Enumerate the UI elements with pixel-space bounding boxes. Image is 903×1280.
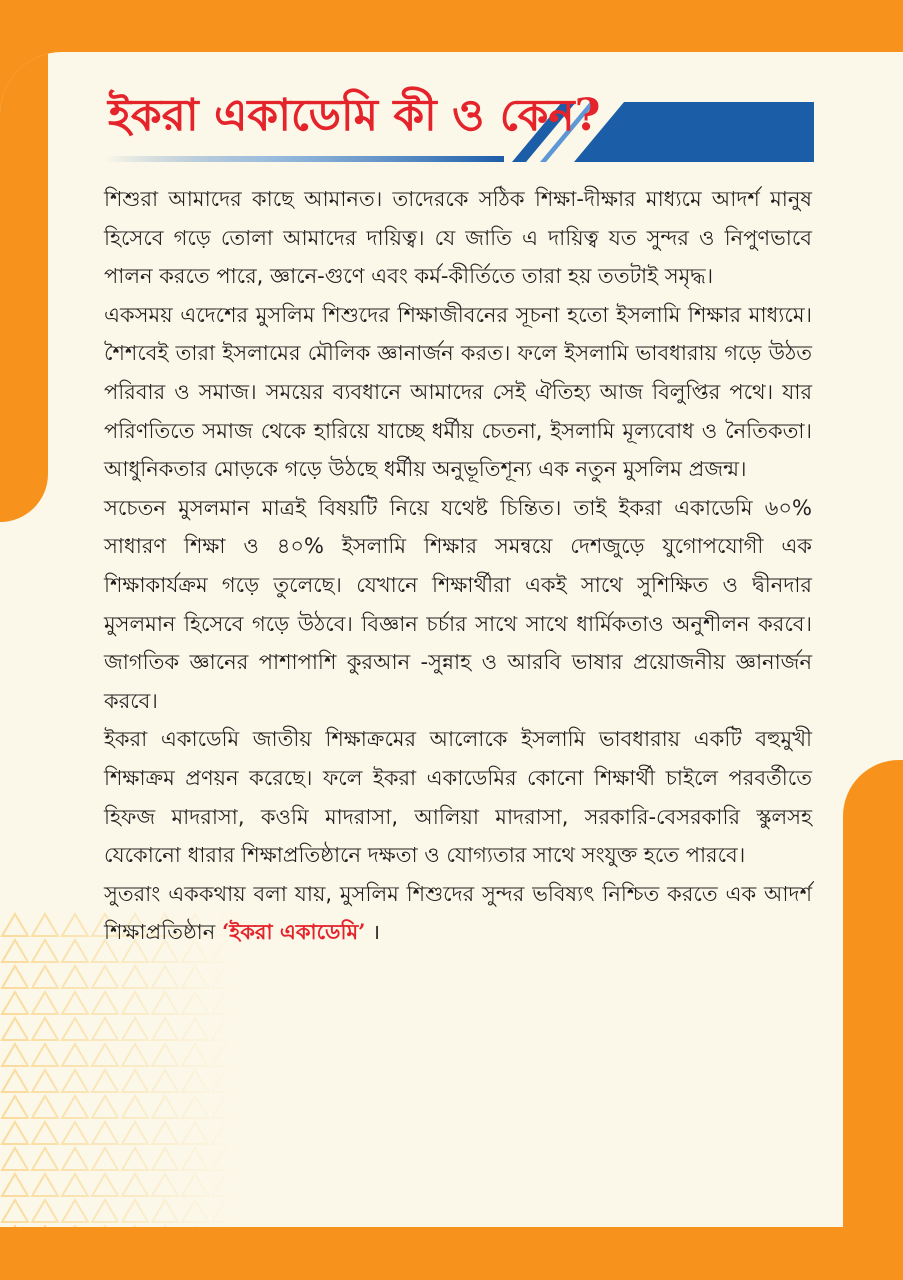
triangle-pattern-decoration: [0, 912, 240, 1227]
closing-text: সুতরাং এককথায় বলা যায়, মুসলিম শিশুদের সুন্দর ভবিষ্যৎ নিশ্চিত করতে এক আদর্শ শিক্ষাপ্রতিষ্ঠান: [104, 881, 812, 945]
paragraph: ইকরা একাডেমি জাতীয় শিক্ষাক্রমের আলোকে ইসলামি ভাবধারায় একটি বহুমুখী শিক্ষাক্রম প্রণয়ন করেছে। ফলে ইকরা একাডেমির কোনো শিক্ষার্থী চাইলে পরবর্তীতে হিফজ মাদরাসা, কওমি মাদরাসা, আলিয়া মাদরাসা, সরকারি-বেসরকারি স্কুলসহ যেকোনো ধারার শিক্ষাপ্রতিষ্ঠানে দক্ষতা ও যোগ্যতার সাথে সংযুক্ত হতে পারবে।: [104, 727, 812, 868]
closing-end: ।: [365, 920, 381, 945]
closing-paragraph: [104, 875, 812, 952]
brand-name: ‘ইকরা একাডেমি’: [221, 919, 366, 945]
page-title: ইকরা একাডেমি কী ও কেন?: [108, 90, 601, 141]
paragraph: একসময় এদেশের মুসলিম শিশুদের শিক্ষাজীবনের সূচনা হতো ইসলামি শিক্ষার মাধ্যমে। শৈশবেই তারা ইসলামের মৌলিক জ্ঞানার্জন করত। ফলে ইসলামি ভাবধারায় গড়ে উঠত পরিবার ও সমাজ। সময়ের ব্যবধানে আমাদের সেই ঐতিহ্য আজ বিলুপ্তির পথে। যার পরিণতিতে সমাজ থেকে হারিয়ে যাচ্ছে ধর্মীয় চেতনা, ইসলামি মূল্যবোধ ও নৈতিকতা। আধুনিকতার মোড়কে গড়ে উঠছে ধর্মীয় অনুভূতিশূন্য এক নতুন মুসলিম প্রজন্ম।: [104, 302, 812, 482]
paragraph: শিশুরা আমাদের কাছে আমানত। তাদেরকে সঠিক শিক্ষা-দীক্ষার মাধ্যমে আদর্শ মানুষ হিসেবে গড়ে তোলা আমাদের দায়িত্ব। যে জাতি এ দায়িত্ব যত সুন্দর ও নিপুণভাবে পালন করতে পারে, জ্ঞানে-গুণে এবং কর্ম-কীর্তিতে তারা হয় ততটাই সমৃদ্ধ।: [104, 187, 812, 289]
body-text: [104, 180, 812, 952]
paragraph: সচেতন মুসলমান মাত্রই বিষয়টি নিয়ে যথেষ্ট চিন্তিত। তাই ইকরা একাডেমি ৬০% সাধারণ শিক্ষা ও ৪০% ইসলামি শিক্ষার সমন্বয়ে দেশজুড়ে যুগোপযোগী এক শিক্ষাকার্যক্রম গড়ে তুলেছে। যেখানে শিক্ষার্থীরা একই সাথে সুশিক্ষিত ও দ্বীনদার মুসলমান হিসেবে গড়ে উঠবে। বিজ্ঞান চর্চার সাথে সাথে ধার্মিকতাও অনুশীলন করবে। জাগতিক জ্ঞানের পাশাপাশি কুরআন -সুন্নাহ ও আরবি ভাষার প্রয়োজনীয় জ্ঞানার্জন করবে।: [104, 495, 812, 713]
content-card: [0, 52, 903, 1227]
orange-corner-left: [0, 52, 48, 522]
orange-corner-right: [843, 760, 903, 1227]
